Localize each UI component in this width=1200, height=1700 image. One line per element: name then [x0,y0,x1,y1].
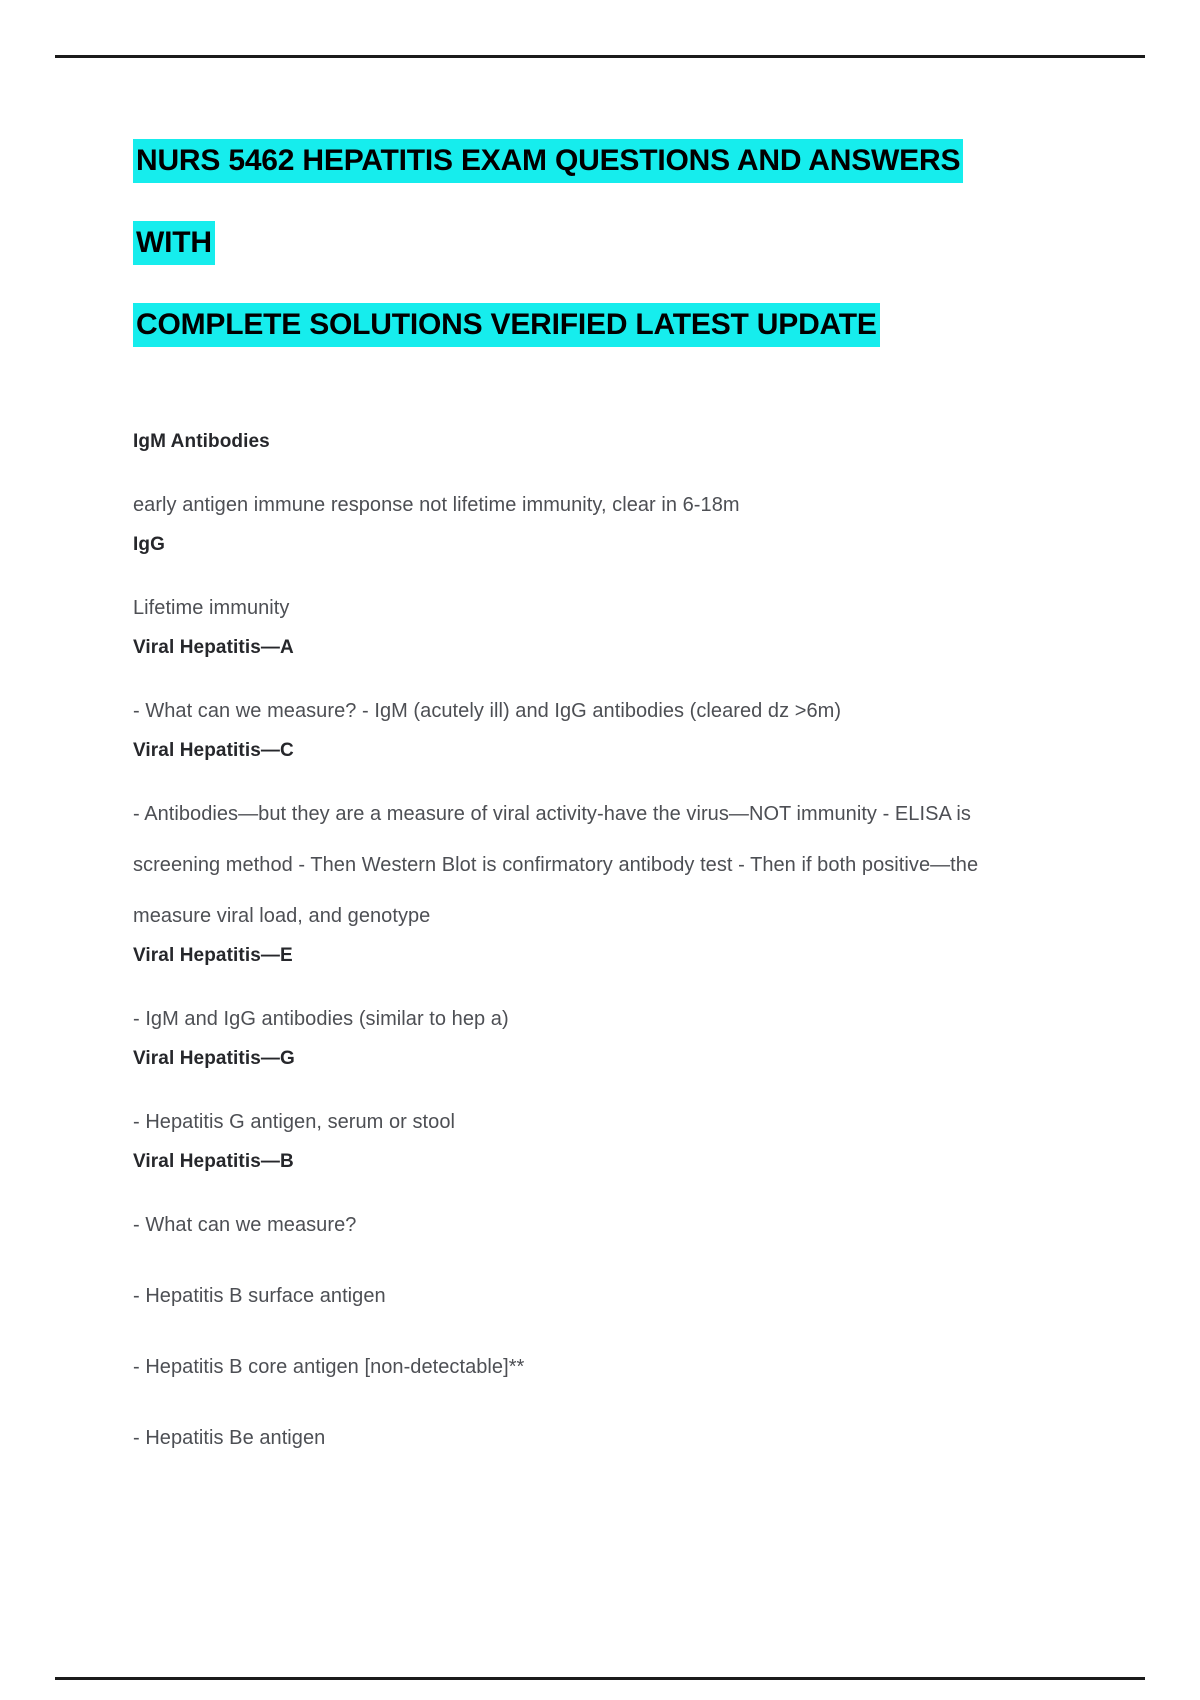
page-bottom-rule [55,1677,1145,1680]
definition-text: - Hepatitis Be antigen [133,1427,326,1449]
definition-text: Lifetime immunity [133,597,290,619]
term-label: Viral Hepatitis—G [133,1048,295,1069]
definition-text: early antigen immune response not lifetime immunity, clear in 6-18m [133,494,740,516]
definition-text: - Hepatitis G antigen, serum or stool [133,1111,455,1133]
term-label: Viral Hepatitis—E [133,945,293,966]
term-label: IgM Antibodies [133,431,270,452]
qa-entry-viral-hepatitis-b [133,1148,995,1464]
definition-text: - Hepatitis B surface antigen [133,1285,386,1307]
page-title-line-2-text: COMPLETE SOLUTIONS VERIFIED LATEST UPDATE [133,303,880,347]
term-label: Viral Hepatitis—B [133,1151,294,1172]
page-title [133,120,995,366]
term-label: IgG [133,534,165,555]
document-content-column [133,120,995,1464]
qa-entry-igg [133,531,995,634]
qa-list [133,428,995,1464]
term-label: Viral Hepatitis—C [133,740,294,761]
qa-entry-viral-hepatitis-a [133,634,995,737]
definition-text: - Hepatitis B core antigen [non-detectable]** [133,1356,525,1378]
definition-text: - What can we measure? - IgM (acutely ill) and IgG antibodies (cleared dz >6m) [133,700,842,722]
definition-text: - IgM and IgG antibodies (similar to hep a) [133,1008,509,1030]
qa-entry-igm-antibodies [133,428,995,531]
qa-entry-viral-hepatitis-c [133,737,995,942]
definition-text: - What can we measure? [133,1214,357,1236]
page-title-line-2 [133,284,995,366]
page-top-rule [55,55,1145,58]
qa-entry-viral-hepatitis-e [133,942,995,1045]
page-title-line-1-text: NURS 5462 HEPATITIS EXAM QUESTIONS AND ANSWERS WITH [133,139,963,265]
definition-text: - Antibodies—but they are a measure of viral activity-have the virus—NOT immunity - ELISA is screening method - Then Western Blot is confirmatory antibody test - Then if both positive—the measure viral load, and genotype [133,803,979,927]
page-title-line-1 [133,120,995,284]
qa-entry-viral-hepatitis-g [133,1045,995,1148]
term-label: Viral Hepatitis—A [133,637,294,658]
